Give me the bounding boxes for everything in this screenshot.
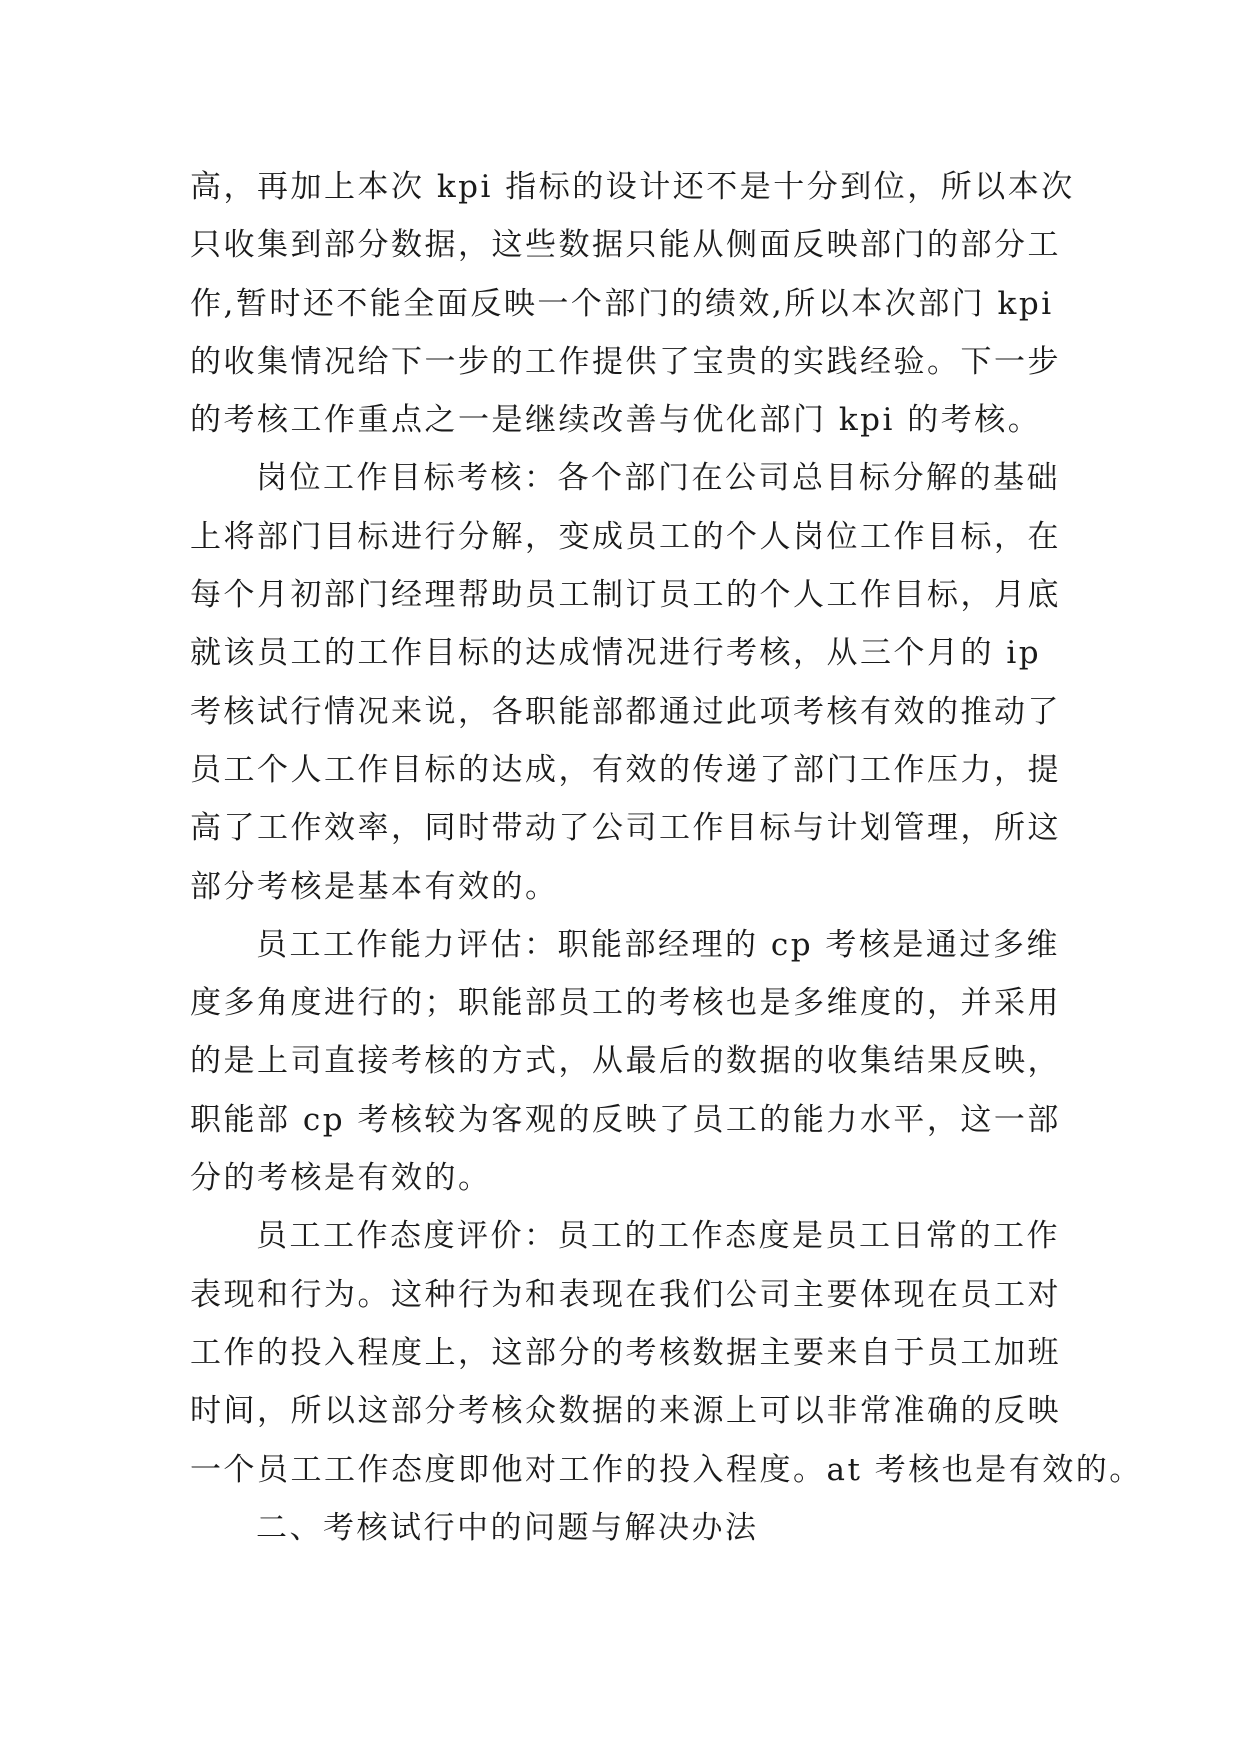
section-heading: 二、考核试行中的问题与解决办法 [256,1509,759,1546]
text-line: 的考核工作重点之一是继续改善与优化部门 kpi 的考核。 [190,402,1042,439]
paragraph-start-line: 员工工作态度评价：员工的工作态度是员工日常的工作 [256,1218,1060,1255]
body-text [190,158,1143,1557]
text-line: 时间，所以这部分考核众数据的来源上可以非常准确的反映 [190,1393,1061,1430]
text-line: 员工个人工作目标的达成，有效的传递了部门工作压力，提 [190,751,1061,788]
text-line: 高，再加上本次 kpi 指标的设计还不是十分到位，所以本次 [190,169,1075,205]
text-line: 只收集到部分数据，这些数据只能从侧面反映部门的部分工 [190,227,1061,264]
text-line: 分的考核是有效的。 [190,1160,492,1197]
paragraph-start-line: 岗位工作目标考核：各个部门在公司总目标分解的基础 [256,460,1060,497]
text-line: 职能部 cp 考核较为客观的反映了员工的能力水平，这一部 [190,1101,1061,1138]
text-line: 作,暂时还不能全面反映一个部门的绩效,所以本次部门 kpi [190,285,1054,322]
text-line: 就该员工的工作目标的达成情况进行考核，从三个月的 ip [190,635,1042,672]
text-line: 的是上司直接考核的方式，从最后的数据的收集结果反映， [190,1043,1061,1080]
text-line: 部分考核是基本有效的。 [190,868,559,905]
text-line: 高了工作效率，同时带动了公司工作目标与计划管理，所这 [190,810,1061,847]
text-line: 一个员工工作态度即他对工作的投入程度。at 考核也是有效的。 [190,1451,1143,1488]
text-line: 上将部门目标进行分解，变成员工的个人岗位工作目标，在 [190,518,1061,555]
text-line: 每个月初部门经理帮助员工制订员工的个人工作目标，月底 [190,577,1061,614]
text-line: 的收集情况给下一步的工作提供了宝贵的实践经验。下一步 [190,343,1061,380]
text-line: 考核试行情况来说，各职能部都通过此项考核有效的推动了 [190,693,1061,730]
text-line: 表现和行为。这种行为和表现在我们公司主要体现在员工对 [190,1276,1061,1313]
text-line: 度多角度进行的；职能部员工的考核也是多维度的，并采用 [190,985,1061,1022]
text-line: 工作的投入程度上，这部分的考核数据主要来自于员工加班 [190,1334,1061,1371]
paragraph-start-line: 员工工作能力评估：职能部经理的 cp 考核是通过多维 [256,926,1060,963]
